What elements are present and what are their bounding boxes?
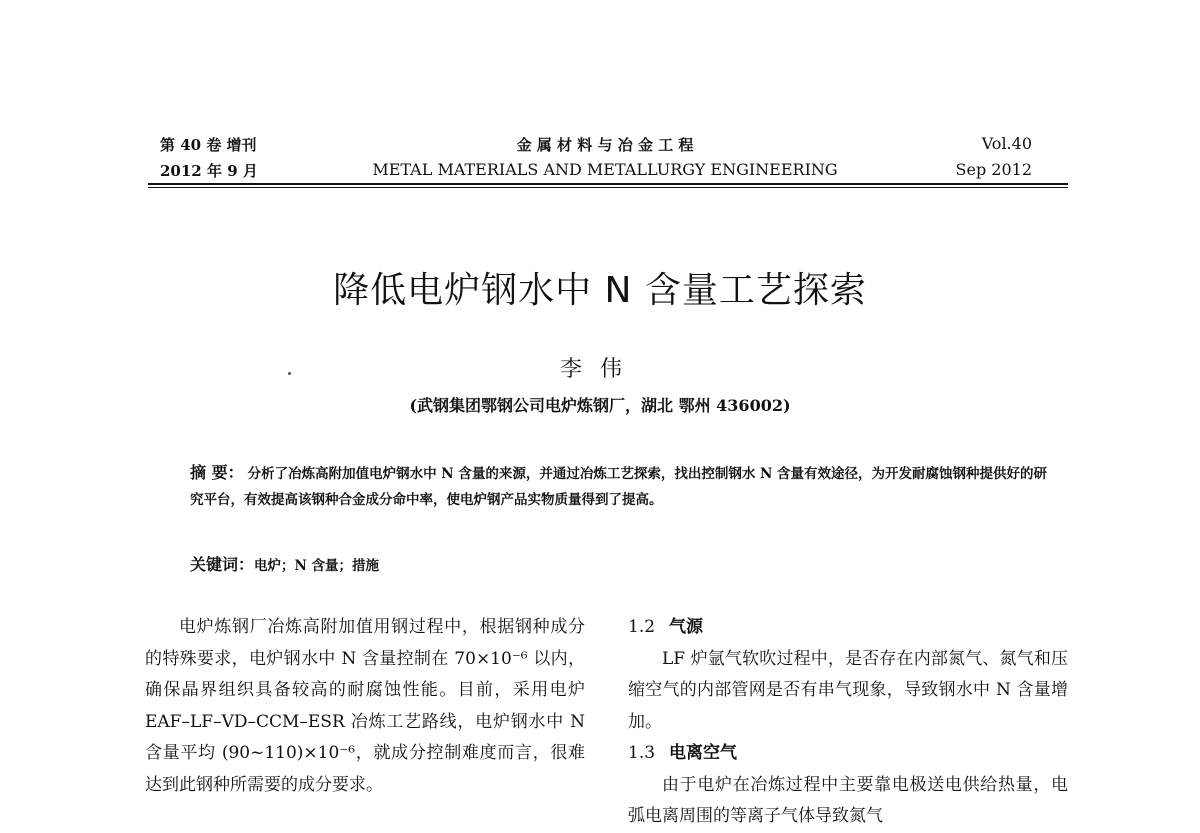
date-cn: 2012 年 9 月 <box>160 162 258 180</box>
left-column <box>145 612 585 801</box>
section-heading-1-2 <box>628 612 1068 644</box>
section-title: 电离空气 <box>669 743 738 763</box>
abstract-label: 摘 要： <box>190 463 244 482</box>
keywords-label: 关键词： <box>190 555 255 574</box>
abstract-text: 分析了冶炼高附加值电炉钢水中 N 含量的来源，并通过冶炼工艺探索，找出控制钢水 N 含量有效途径，为开发耐腐蚀钢种提供好的研究平台，有效提高该钢种合金成分命中率，使电炉钢产品实物质量得到了提高。 <box>190 466 1048 508</box>
journal-name-en: METAL MATERIALS AND METALLURGY ENGINEERING <box>372 160 838 179</box>
header-rule-thin <box>148 187 1068 188</box>
header-rule-thick <box>148 183 1068 185</box>
intro-paragraph: 电炉炼钢厂冶炼高附加值用钢过程中，根据钢种成分的特殊要求，电炉钢水中 N 含量控制在 70×10⁻⁶ 以内，确保晶界组织具备较高的耐腐蚀性能。目前，采用电炉 EAF–LF–VD–CCM–ESR 冶炼工艺路线，电炉钢水中 N 含量平均 (90~110)×10⁻⁶，就成分控制难度而言，很难达到此钢种所需要的成分要求。 <box>145 617 585 795</box>
keywords <box>190 552 379 575</box>
section-number: 1.2 <box>628 617 656 637</box>
section-1-3-text: 由于电炉在冶炼过程中主要靠电极送电供给热量，电弧电离周围的等离子气体导致氮气 <box>628 774 1068 826</box>
journal-name-cn: 金 属 材 料 与 冶 金 工 程 <box>516 136 694 154</box>
section-heading-1-3 <box>628 738 1068 770</box>
section-number: 1.3 <box>628 743 656 763</box>
right-column <box>628 612 1068 833</box>
keywords-text: 电炉；N 含量；措施 <box>254 558 380 574</box>
abstract <box>190 460 1050 513</box>
volume-en: Vol.40 <box>981 134 1032 153</box>
section-title: 气源 <box>669 617 704 637</box>
article-title: 降低电炉钢水中 N 含量工艺探索 <box>333 270 867 311</box>
affiliation: (武钢集团鄂钢公司电炉炼钢厂，湖北 鄂州 436002) <box>409 396 791 415</box>
volume-issue-cn: 第 40 卷 增刊 <box>160 136 257 154</box>
section-1-2-text: LF 炉氩气软吹过程中，是否存在内部氮气、氮气和压缩空气的内部管网是否有串气现象，导致钢水中 N 含量增加。 <box>628 648 1068 732</box>
date-en: Sep 2012 <box>955 160 1032 179</box>
author: 李伟 <box>559 357 640 382</box>
